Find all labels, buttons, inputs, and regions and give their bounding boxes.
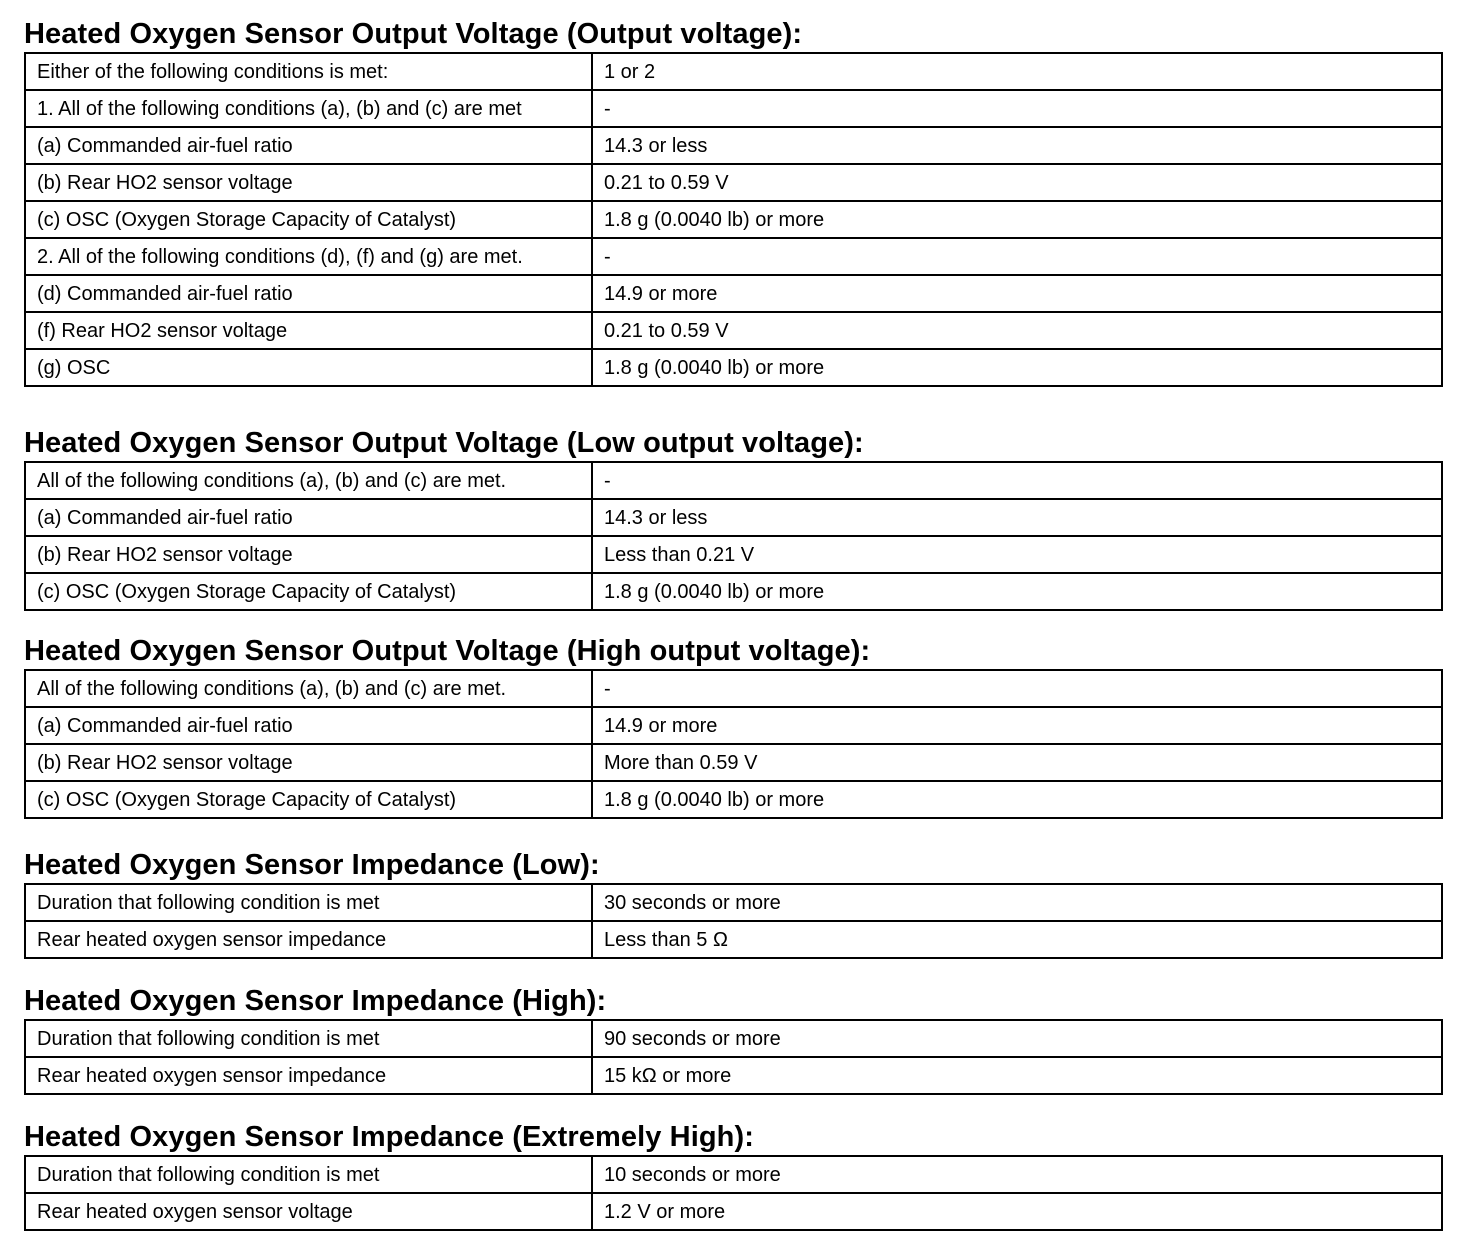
- table-row: [25, 1020, 1442, 1057]
- value-cell: 0.21 to 0.59 V: [592, 164, 1442, 201]
- value-cell: 30 seconds or more: [592, 884, 1442, 921]
- table-row: [25, 53, 1442, 90]
- table-row: [25, 275, 1442, 312]
- value-cell: 1.2 V or more: [592, 1193, 1442, 1230]
- condition-cell: All of the following conditions (a), (b) and (c) are met.: [25, 462, 592, 499]
- condition-cell: All of the following conditions (a), (b) and (c) are met.: [25, 670, 592, 707]
- table-row: [25, 670, 1442, 707]
- section-impedance-high: [24, 983, 1442, 1095]
- condition-cell: (c) OSC (Oxygen Storage Capacity of Catalyst): [25, 201, 592, 238]
- table-row: [25, 536, 1442, 573]
- condition-cell: (d) Commanded air-fuel ratio: [25, 275, 592, 312]
- conditions-table: [24, 52, 1443, 387]
- table-row: [25, 1193, 1442, 1230]
- value-cell: 10 seconds or more: [592, 1156, 1442, 1193]
- condition-cell: (g) OSC: [25, 349, 592, 386]
- value-cell: 90 seconds or more: [592, 1020, 1442, 1057]
- table-row: [25, 499, 1442, 536]
- condition-cell: Rear heated oxygen sensor voltage: [25, 1193, 592, 1230]
- section-low-output-voltage: [24, 425, 1442, 611]
- conditions-table: [24, 669, 1443, 819]
- section-title: Heated Oxygen Sensor Output Voltage (Output voltage):: [24, 18, 803, 50]
- section-title: Heated Oxygen Sensor Impedance (Extremely High):: [24, 1121, 755, 1153]
- value-cell: 1 or 2: [592, 53, 1442, 90]
- value-cell: 1.8 g (0.0040 lb) or more: [592, 201, 1442, 238]
- value-cell: 14.9 or more: [592, 707, 1442, 744]
- table-row: [25, 884, 1442, 921]
- condition-cell: Rear heated oxygen sensor impedance: [25, 921, 592, 958]
- value-cell: 14.3 or less: [592, 499, 1442, 536]
- table-row: [25, 201, 1442, 238]
- condition-cell: Rear heated oxygen sensor impedance: [25, 1057, 592, 1094]
- condition-cell: (c) OSC (Oxygen Storage Capacity of Catalyst): [25, 781, 592, 818]
- value-cell: 14.9 or more: [592, 275, 1442, 312]
- conditions-table: [24, 1155, 1443, 1231]
- condition-cell: (b) Rear HO2 sensor voltage: [25, 536, 592, 573]
- condition-cell: Either of the following conditions is met:: [25, 53, 592, 90]
- section-impedance-low: [24, 847, 1442, 959]
- conditions-table: [24, 883, 1443, 959]
- table-row: [25, 707, 1442, 744]
- value-cell: More than 0.59 V: [592, 744, 1442, 781]
- table-row: [25, 238, 1442, 275]
- condition-cell: (b) Rear HO2 sensor voltage: [25, 744, 592, 781]
- table-row: [25, 573, 1442, 610]
- section-title: Heated Oxygen Sensor Impedance (Low):: [24, 849, 600, 881]
- table-row: [25, 164, 1442, 201]
- value-cell: -: [592, 462, 1442, 499]
- condition-cell: (b) Rear HO2 sensor voltage: [25, 164, 592, 201]
- condition-cell: 2. All of the following conditions (d), (f) and (g) are met.: [25, 238, 592, 275]
- value-cell: Less than 0.21 V: [592, 536, 1442, 573]
- condition-cell: Duration that following condition is met: [25, 1020, 592, 1057]
- section-high-output-voltage: [24, 633, 1442, 819]
- table-row: [25, 127, 1442, 164]
- table-row: [25, 744, 1442, 781]
- condition-cell: Duration that following condition is met: [25, 1156, 592, 1193]
- value-cell: -: [592, 670, 1442, 707]
- table-row: [25, 90, 1442, 127]
- condition-cell: (a) Commanded air-fuel ratio: [25, 707, 592, 744]
- conditions-table: [24, 461, 1443, 611]
- condition-cell: (f) Rear HO2 sensor voltage: [25, 312, 592, 349]
- section-title: Heated Oxygen Sensor Output Voltage (High output voltage):: [24, 635, 871, 667]
- table-row: [25, 1156, 1442, 1193]
- table-row: [25, 462, 1442, 499]
- value-cell: 15 kΩ or more: [592, 1057, 1442, 1094]
- value-cell: 14.3 or less: [592, 127, 1442, 164]
- table-row: [25, 349, 1442, 386]
- condition-cell: (c) OSC (Oxygen Storage Capacity of Catalyst): [25, 573, 592, 610]
- section-output-voltage: [24, 16, 1442, 387]
- value-cell: -: [592, 90, 1442, 127]
- section-impedance-extremely-high: [24, 1119, 1442, 1231]
- value-cell: 1.8 g (0.0040 lb) or more: [592, 781, 1442, 818]
- condition-cell: (a) Commanded air-fuel ratio: [25, 499, 592, 536]
- section-title: Heated Oxygen Sensor Output Voltage (Low output voltage):: [24, 427, 864, 459]
- section-title: Heated Oxygen Sensor Impedance (High):: [24, 985, 607, 1017]
- value-cell: 1.8 g (0.0040 lb) or more: [592, 349, 1442, 386]
- condition-cell: (a) Commanded air-fuel ratio: [25, 127, 592, 164]
- table-row: [25, 921, 1442, 958]
- table-row: [25, 312, 1442, 349]
- condition-cell: Duration that following condition is met: [25, 884, 592, 921]
- value-cell: Less than 5 Ω: [592, 921, 1442, 958]
- value-cell: 0.21 to 0.59 V: [592, 312, 1442, 349]
- condition-cell: 1. All of the following conditions (a), (b) and (c) are met: [25, 90, 592, 127]
- conditions-table: [24, 1019, 1443, 1095]
- value-cell: 1.8 g (0.0040 lb) or more: [592, 573, 1442, 610]
- table-row: [25, 1057, 1442, 1094]
- table-row: [25, 781, 1442, 818]
- value-cell: -: [592, 238, 1442, 275]
